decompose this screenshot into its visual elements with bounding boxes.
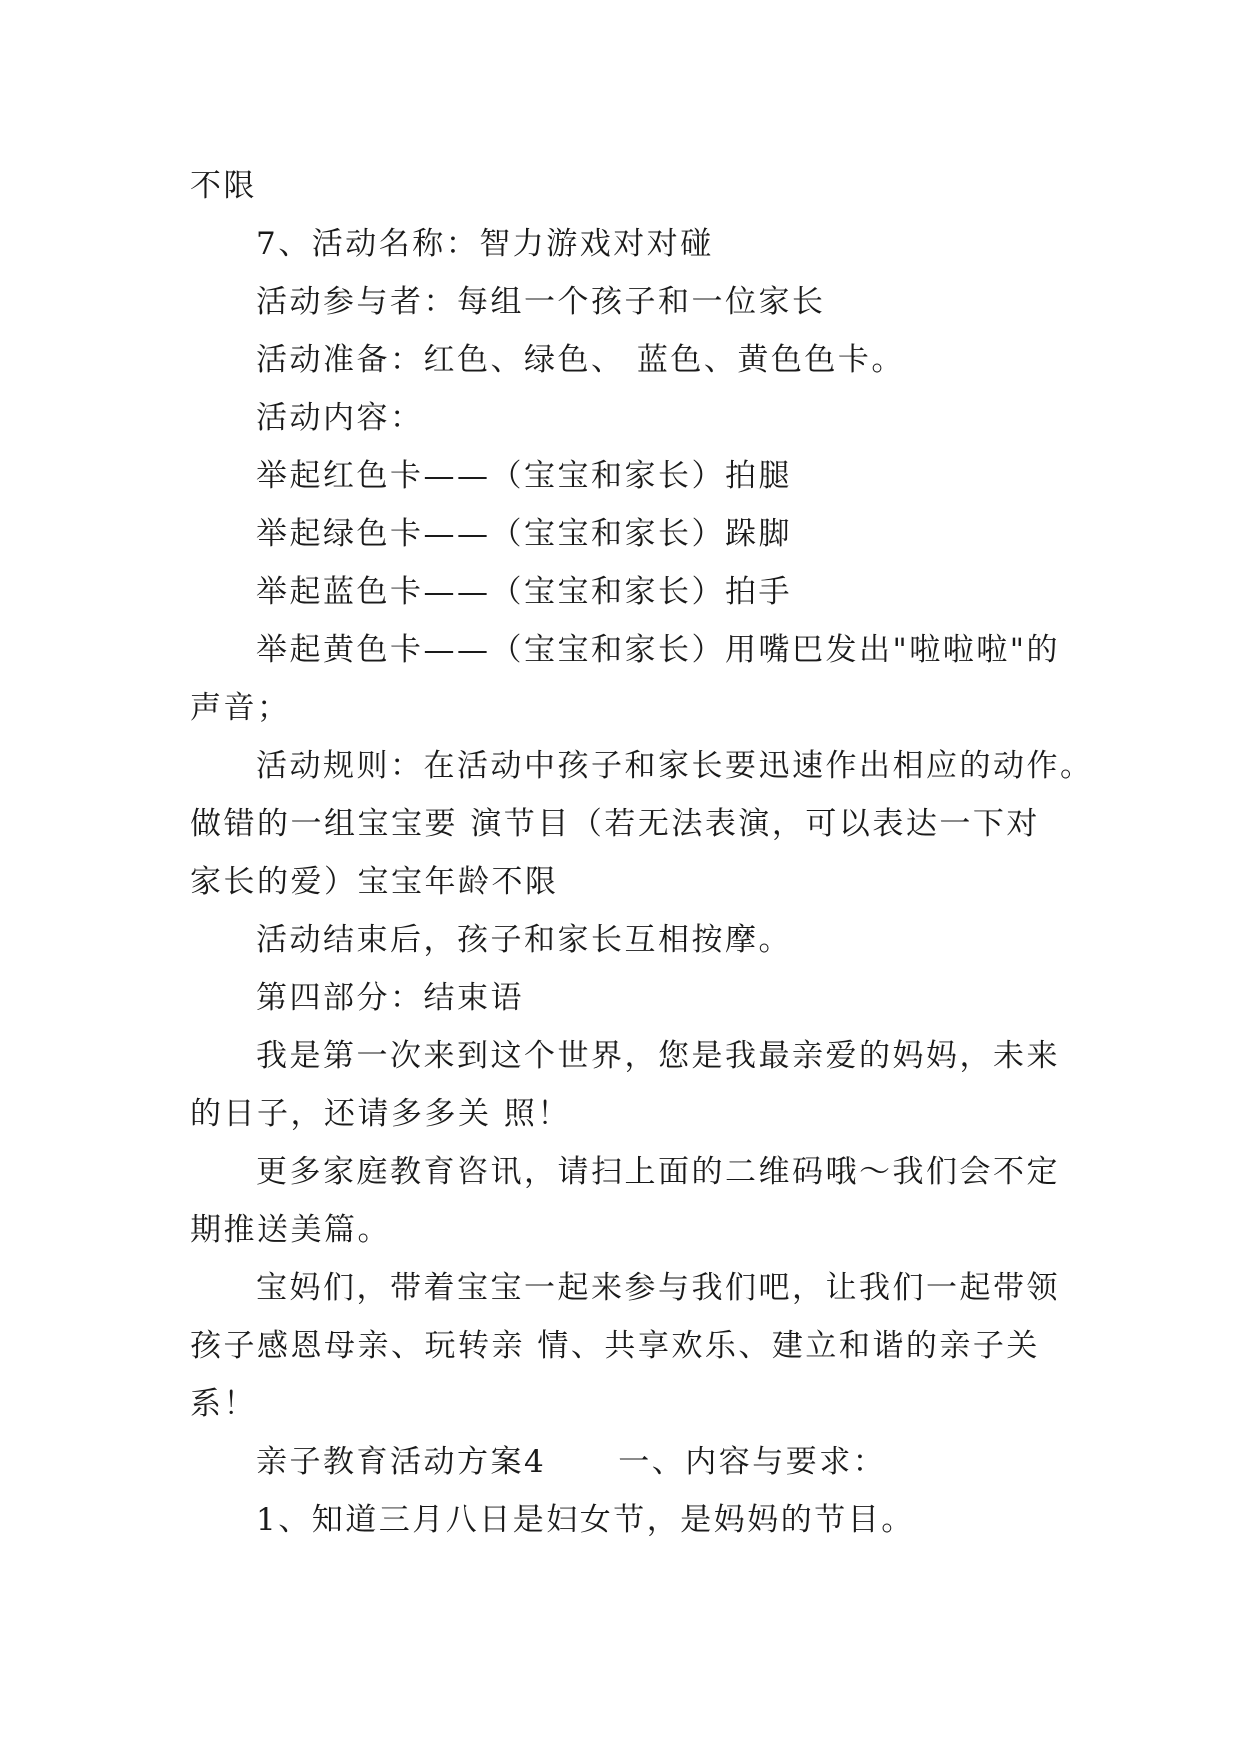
text-line: 我是第一次来到这个世界，您是我最亲爱的妈妈，未来 (256, 1038, 1060, 1074)
text-line: 做错的一组宝宝要 演节目（若无法表演，可以表达一下对 (190, 806, 1040, 842)
text-line: 举起黄色卡——（宝宝和家长）用嘴巴发出"啦啦啦"的 (256, 632, 1061, 668)
text-line: 1、知道三月八日是妇女节，是妈妈的节目。 (256, 1502, 915, 1538)
text-line: 宝妈们，带着宝宝一起来参与我们吧，让我们一起带领 (256, 1270, 1060, 1306)
text-line: 举起红色卡——（宝宝和家长）拍腿 (256, 458, 792, 494)
text-line: 声音； (190, 690, 291, 726)
plan-subheading: 一、内容与要求： (618, 1444, 887, 1480)
text-line: 不限 (190, 168, 257, 204)
text-line: 的日子，还请多多关 照！ (190, 1096, 571, 1132)
text-line: 活动规则：在活动中孩子和家长要迅速作出相应的动作。 (256, 748, 1094, 784)
text-line: 活动内容： (256, 400, 424, 436)
text-line: 7、活动名称：智力游戏对对碰 (256, 226, 714, 262)
plan-heading (0, 1442, 1241, 1482)
text-line: 活动准备：红色、绿色、 蓝色、黄色色卡。 (256, 342, 905, 378)
text-line: 系！ (190, 1386, 257, 1422)
text-line: 期推送美篇。 (190, 1212, 391, 1248)
text-line: 孩子感恩母亲、玩转亲 情、共享欢乐、建立和谐的亲子关 (190, 1328, 1040, 1364)
text-line: 活动参与者：每组一个孩子和一位家长 (256, 284, 826, 320)
text-line: 举起绿色卡——（宝宝和家长）跺脚 (256, 516, 792, 552)
text-line: 家长的爱）宝宝年龄不限 (190, 864, 559, 900)
plan-title: 亲子教育活动方案4 (256, 1444, 547, 1480)
text-line: 举起蓝色卡——（宝宝和家长）拍手 (256, 574, 792, 610)
text-line: 活动结束后，孩子和家长互相按摩。 (256, 922, 792, 958)
section-heading: 第四部分：结束语 (256, 980, 524, 1016)
text-line: 更多家庭教育咨讯，请扫上面的二维码哦～我们会不定 (256, 1154, 1060, 1190)
